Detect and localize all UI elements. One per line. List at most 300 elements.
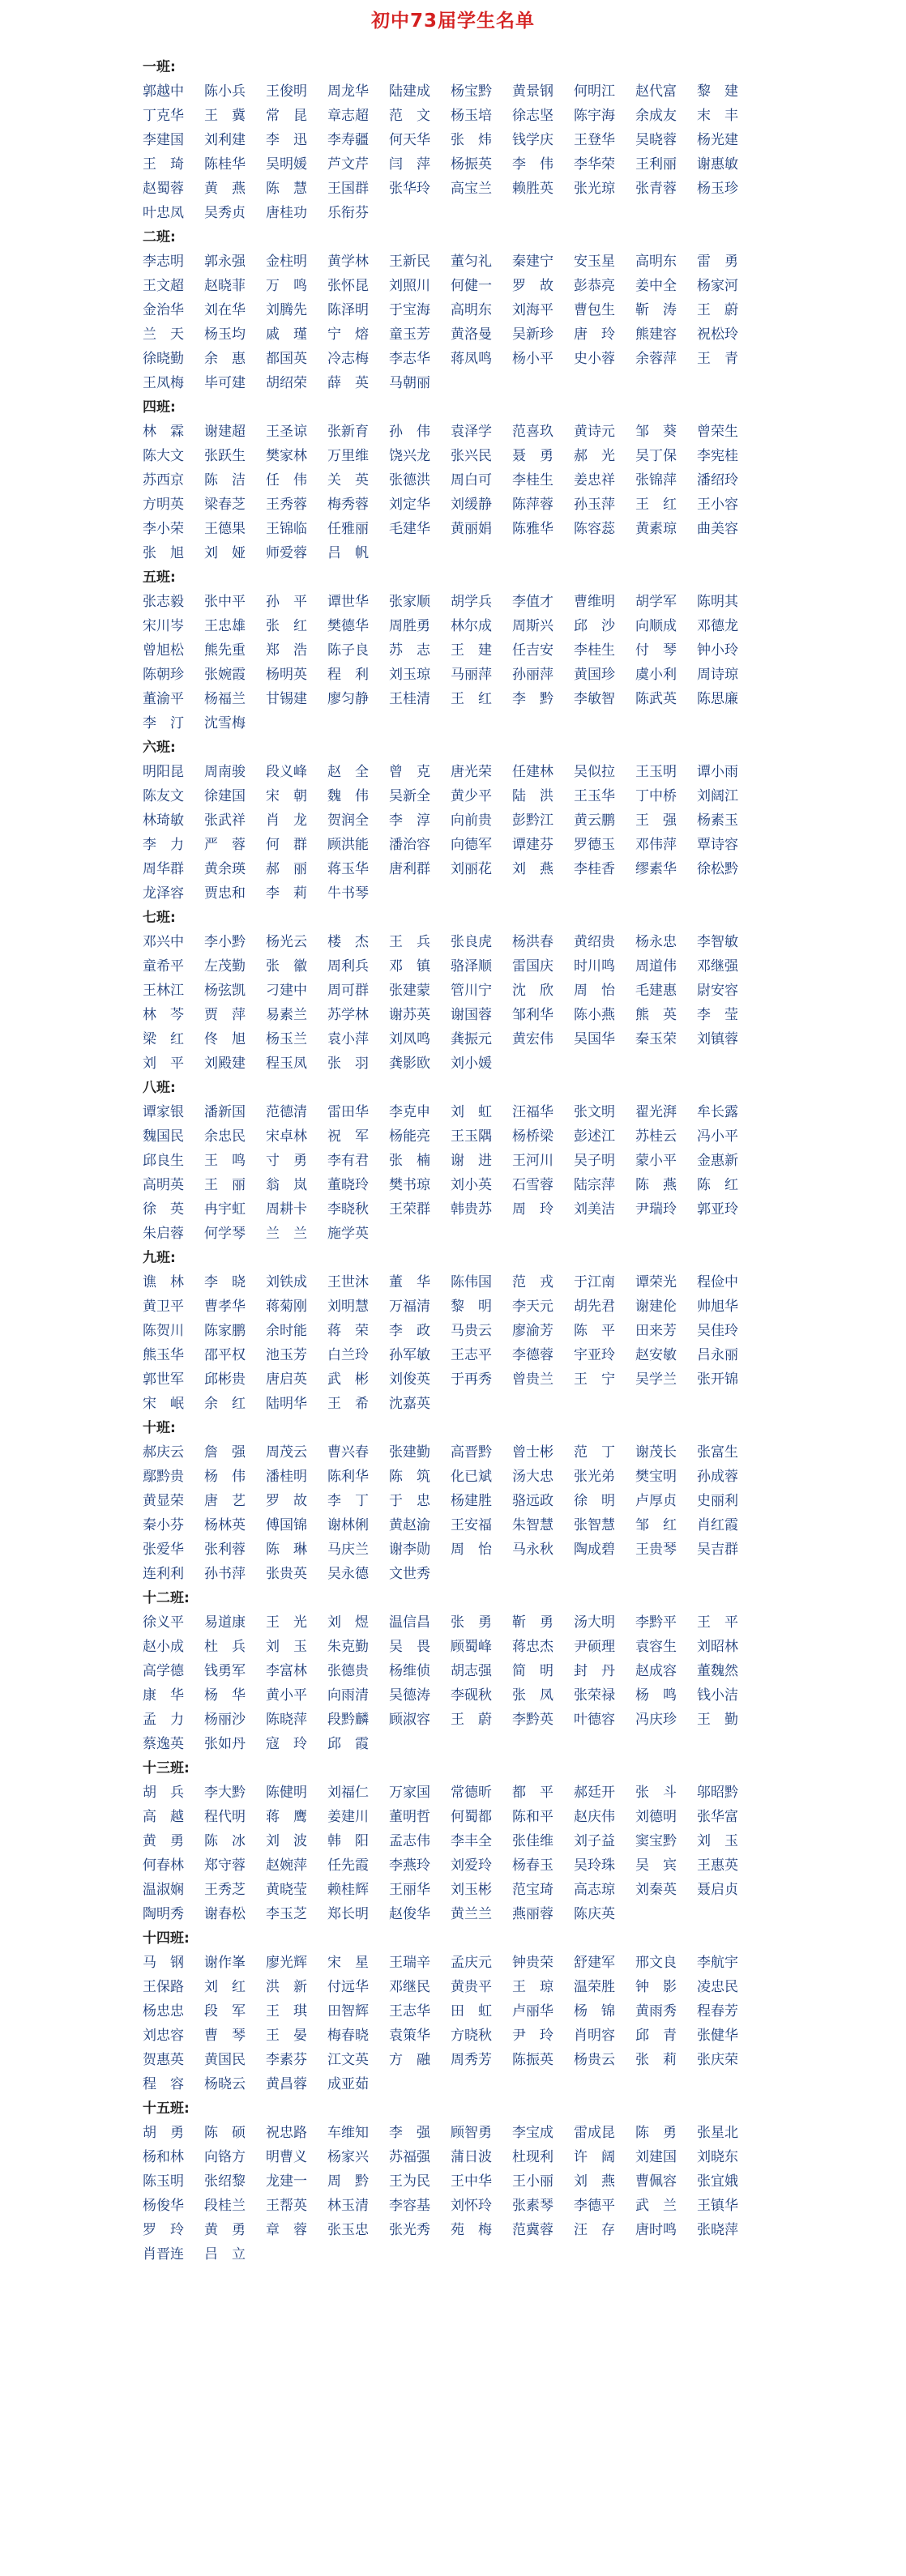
student-name: 谢惠敏 — [697, 156, 738, 173]
student-name: 王 平 — [697, 1614, 738, 1631]
student-name: 向雨清 — [327, 1687, 369, 1704]
student-name-list — [143, 1270, 759, 1416]
student-name: 任吉安 — [512, 642, 553, 659]
student-name: 李 莹 — [697, 1007, 738, 1023]
student-name: 顾洪能 — [327, 837, 369, 853]
student-name: 杨振英 — [451, 156, 492, 173]
student-name: 彭述江 — [574, 1128, 615, 1145]
student-name: 冯庆珍 — [635, 1712, 677, 1728]
student-name: 史小蓉 — [574, 351, 615, 367]
student-name: 杨维侦 — [389, 1663, 430, 1679]
student-name: 徐志坚 — [512, 108, 553, 124]
student-name: 唐桂功 — [266, 205, 307, 221]
student-name: 胡 兵 — [143, 1785, 184, 1801]
student-name: 胡志强 — [451, 1663, 492, 1679]
student-name: 周白可 — [451, 472, 492, 488]
student-name: 程俭中 — [697, 1274, 738, 1290]
student-name: 蒲日波 — [451, 2149, 492, 2165]
student-name: 吴佳玲 — [697, 1323, 738, 1339]
student-name: 关 英 — [327, 472, 369, 488]
student-name: 孙书萍 — [204, 1566, 246, 1582]
student-name: 王圣谅 — [266, 424, 307, 440]
student-name: 熊建容 — [635, 326, 677, 343]
student-name: 武 彬 — [327, 1371, 369, 1388]
student-name: 窦宝黔 — [635, 1833, 677, 1849]
student-name: 朱启蓉 — [143, 1226, 184, 1242]
student-name: 周利兵 — [327, 958, 369, 975]
student-name: 周可群 — [327, 983, 369, 999]
student-name: 张爱华 — [143, 1542, 184, 1558]
student-name: 王小丽 — [512, 2173, 553, 2190]
student-name: 杨玉兰 — [266, 1031, 307, 1047]
student-name: 杨建胜 — [451, 1493, 492, 1509]
student-name: 周胜勇 — [389, 618, 430, 634]
student-name: 王 鸣 — [204, 1153, 246, 1169]
student-name: 邓继民 — [389, 1979, 430, 1995]
student-name: 杨洪春 — [512, 934, 553, 950]
student-name: 张中平 — [204, 594, 246, 610]
student-name: 曾荣生 — [697, 424, 738, 440]
student-name: 宋 朝 — [266, 788, 307, 804]
student-name: 张星北 — [697, 2125, 738, 2141]
student-name: 王贵琴 — [635, 1542, 677, 1558]
student-name: 李桂生 — [574, 642, 615, 659]
student-name: 赵安敏 — [635, 1347, 677, 1363]
student-name: 王林江 — [143, 983, 184, 999]
student-name: 黎 明 — [451, 1299, 492, 1315]
student-name: 郝 光 — [574, 448, 615, 464]
student-name: 黄雨秀 — [635, 2003, 677, 2019]
student-name: 熊 英 — [635, 1007, 677, 1023]
student-name: 杨永忠 — [635, 934, 677, 950]
student-name: 张如丹 — [204, 1736, 246, 1752]
student-name: 吴德涛 — [389, 1687, 430, 1704]
student-name: 任雅丽 — [327, 521, 369, 537]
student-name: 谢建伦 — [635, 1299, 677, 1315]
student-name: 陈 燕 — [635, 1177, 677, 1193]
student-name: 王忠雄 — [204, 618, 246, 634]
student-name: 张志毅 — [143, 594, 184, 610]
student-name: 董晓玲 — [327, 1177, 369, 1193]
student-name: 曹佩容 — [635, 2173, 677, 2190]
student-name: 尹 玲 — [512, 2028, 553, 2044]
student-name: 刘福仁 — [327, 1785, 369, 1801]
student-name: 龚振元 — [451, 1031, 492, 1047]
student-name: 杨弦凯 — [204, 983, 246, 999]
student-name: 陈晓萍 — [266, 1712, 307, 1728]
student-name: 黄 勇 — [204, 2222, 246, 2238]
student-name: 黄景钢 — [512, 83, 553, 100]
student-name: 车维知 — [327, 2125, 369, 2141]
student-name: 李小黔 — [204, 934, 246, 950]
student-name: 李 迅 — [266, 132, 307, 148]
student-name: 邱良生 — [143, 1153, 184, 1169]
student-name: 化已斌 — [451, 1469, 492, 1485]
student-name: 王 冀 — [204, 108, 246, 124]
student-name: 梅春晓 — [327, 2028, 369, 2044]
student-name: 刘建国 — [635, 2149, 677, 2165]
student-name: 魏 伟 — [327, 788, 369, 804]
student-name: 李晓秋 — [327, 1201, 369, 1218]
student-name: 陈武英 — [635, 691, 677, 707]
student-name: 翟光湃 — [635, 1104, 677, 1120]
student-name: 姜忠祥 — [574, 472, 615, 488]
student-name: 张素琴 — [512, 2198, 553, 2214]
student-name: 覃诗容 — [697, 837, 738, 853]
student-name: 戚 瑾 — [266, 326, 307, 343]
student-name: 陈和平 — [512, 1809, 553, 1825]
student-name: 叶德容 — [574, 1712, 615, 1728]
student-name: 李有君 — [327, 1153, 369, 1169]
student-name: 宁 熔 — [327, 326, 369, 343]
student-name: 杨桥梁 — [512, 1128, 553, 1145]
student-name: 唐 玲 — [574, 326, 615, 343]
student-name: 丁中桥 — [635, 788, 677, 804]
student-name: 樊宝明 — [635, 1469, 677, 1485]
student-name: 邱 沙 — [574, 618, 615, 634]
student-name: 冉宇虹 — [204, 1201, 246, 1218]
student-name: 孙成蓉 — [697, 1469, 738, 1485]
student-name: 谢建超 — [204, 424, 246, 440]
student-name: 黄宏伟 — [512, 1031, 553, 1047]
student-name: 武 兰 — [635, 2198, 677, 2214]
student-name: 刘 煜 — [327, 1614, 369, 1631]
class-section — [143, 1416, 759, 1586]
student-name: 孙丽萍 — [512, 667, 553, 683]
student-name: 李黔英 — [512, 1712, 553, 1728]
class-section — [143, 2096, 759, 2267]
student-name: 汤大忠 — [512, 1469, 553, 1485]
student-name: 王瑞辛 — [389, 1955, 430, 1971]
student-name: 陶明秀 — [143, 1906, 184, 1922]
student-name: 李德蓉 — [512, 1347, 553, 1363]
student-name: 张锦萍 — [635, 472, 677, 488]
student-name: 王 强 — [635, 812, 677, 829]
student-name: 雷 勇 — [697, 254, 738, 270]
student-name: 周诗琼 — [697, 667, 738, 683]
student-name: 张贵英 — [266, 1566, 307, 1582]
student-name: 王志平 — [451, 1347, 492, 1363]
student-name: 张怀昆 — [327, 278, 369, 294]
student-name: 祝忠路 — [266, 2125, 307, 2141]
student-name: 黄少平 — [451, 788, 492, 804]
student-name: 张光弟 — [574, 1469, 615, 1485]
student-name: 梁 红 — [143, 1031, 184, 1047]
student-name: 燕丽蓉 — [512, 1906, 553, 1922]
student-name: 周茂云 — [266, 1444, 307, 1461]
class-section — [143, 906, 759, 1076]
student-name: 蒋 鹰 — [266, 1809, 307, 1825]
student-name: 邢文良 — [635, 1955, 677, 1971]
student-name: 张宜娥 — [697, 2173, 738, 2190]
class-label: 七班: — [143, 910, 176, 926]
student-name: 钱勇军 — [204, 1663, 246, 1679]
student-name: 张利蓉 — [204, 1542, 246, 1558]
student-name: 肖 龙 — [266, 812, 307, 829]
student-name: 谯 林 — [143, 1274, 184, 1290]
student-name: 张华玲 — [389, 181, 430, 197]
student-name: 贾忠和 — [204, 885, 246, 902]
student-name: 陈小兵 — [204, 83, 246, 100]
student-name: 顾智勇 — [451, 2125, 492, 2141]
student-name: 方明英 — [143, 497, 184, 513]
student-name: 王 琼 — [512, 1979, 553, 1995]
student-name: 陈玉明 — [143, 2173, 184, 2190]
student-name: 郭永强 — [204, 254, 246, 270]
student-name: 张 凤 — [512, 1687, 553, 1704]
student-name: 杨林英 — [204, 1517, 246, 1533]
student-name: 钱小洁 — [697, 1687, 738, 1704]
student-name: 苏西京 — [143, 472, 184, 488]
student-name: 黄昌蓉 — [266, 2076, 307, 2092]
student-name: 潘桂明 — [266, 1469, 307, 1485]
student-name: 张 旭 — [143, 545, 184, 561]
student-name: 梅秀蓉 — [327, 497, 369, 513]
student-name: 周华群 — [143, 861, 184, 877]
student-name: 朱克勤 — [327, 1639, 369, 1655]
student-name: 王锦临 — [266, 521, 307, 537]
student-name: 徐 明 — [574, 1493, 615, 1509]
student-name: 王利丽 — [635, 156, 677, 173]
student-name: 李建国 — [143, 132, 184, 148]
student-name: 段义峰 — [266, 764, 307, 780]
student-name-list — [143, 930, 759, 1076]
student-name: 王俊明 — [266, 83, 307, 100]
student-name: 杨玉珍 — [697, 181, 738, 197]
student-name: 苏学林 — [327, 1007, 369, 1023]
student-name: 王秀芝 — [204, 1882, 246, 1898]
student-name: 苏桂云 — [635, 1128, 677, 1145]
student-name-list — [143, 2121, 759, 2267]
student-name: 张开锦 — [697, 1371, 738, 1388]
student-name: 张光琼 — [574, 181, 615, 197]
student-name: 杨宝黔 — [451, 83, 492, 100]
student-name: 方晓秋 — [451, 2028, 492, 2044]
student-name: 谭荣光 — [635, 1274, 677, 1290]
student-name: 王惠英 — [697, 1857, 738, 1874]
student-name: 黄丽娟 — [451, 521, 492, 537]
student-name: 赖胜英 — [512, 181, 553, 197]
student-name: 简 明 — [512, 1663, 553, 1679]
student-name: 刘 玉 — [266, 1639, 307, 1655]
student-name: 尹瑞玲 — [635, 1201, 677, 1218]
student-name: 邹 红 — [635, 1517, 677, 1533]
student-name: 曾贵兰 — [512, 1371, 553, 1388]
student-name: 任建林 — [512, 764, 553, 780]
student-name: 赵婉萍 — [266, 1857, 307, 1874]
student-name-list — [143, 1440, 759, 1586]
student-name: 邱 青 — [635, 2028, 677, 2044]
student-name: 高学德 — [143, 1663, 184, 1679]
student-name: 郑守蓉 — [204, 1857, 246, 1874]
student-name: 谢 进 — [451, 1153, 492, 1169]
student-name: 陈健明 — [266, 1785, 307, 1801]
student-name: 宋川岑 — [143, 618, 184, 634]
student-name: 廖光辉 — [266, 1955, 307, 1971]
student-name: 陈 冰 — [204, 1833, 246, 1849]
student-name: 苏 志 — [389, 642, 430, 659]
student-name: 何 群 — [266, 837, 307, 853]
student-name: 马永秋 — [512, 1542, 553, 1558]
student-name: 李航宇 — [697, 1955, 738, 1971]
student-name: 白兰玲 — [327, 1347, 369, 1363]
student-name: 吴子明 — [574, 1153, 615, 1169]
student-name: 黄绍贵 — [574, 934, 615, 950]
student-name: 董 华 — [389, 1274, 430, 1290]
student-name: 刘镇蓉 — [697, 1031, 738, 1047]
student-name: 王 希 — [327, 1396, 369, 1412]
student-name: 吴晓蓉 — [635, 132, 677, 148]
student-name: 曹维明 — [574, 594, 615, 610]
student-name: 骆远政 — [512, 1493, 553, 1509]
student-name: 师爱蓉 — [266, 545, 307, 561]
student-name: 李智敏 — [697, 934, 738, 950]
student-name: 成亚茹 — [327, 2076, 369, 2092]
student-name: 张跃生 — [204, 448, 246, 464]
class-label: 四班: — [143, 399, 176, 416]
student-name: 李黔平 — [635, 1614, 677, 1631]
student-name: 秦建宁 — [512, 254, 553, 270]
student-name: 吴新全 — [389, 788, 430, 804]
student-name: 蒋玉华 — [327, 861, 369, 877]
student-name: 万里维 — [327, 448, 369, 464]
student-name: 洪 新 — [266, 1979, 307, 1995]
student-name: 胡学兵 — [451, 594, 492, 610]
student-name: 赵蜀蓉 — [143, 181, 184, 197]
student-name: 傅国锦 — [266, 1517, 307, 1533]
student-name: 杨家河 — [697, 278, 738, 294]
student-name: 杨光云 — [266, 934, 307, 950]
student-name: 刘缓静 — [451, 497, 492, 513]
student-name: 陈家鹏 — [204, 1323, 246, 1339]
class-label: 九班: — [143, 1250, 176, 1266]
student-name: 毛建惠 — [635, 983, 677, 999]
student-name: 陈宇海 — [574, 108, 615, 124]
student-name: 章 蓉 — [266, 2222, 307, 2238]
class-section — [143, 736, 759, 906]
student-name: 陈振英 — [512, 2052, 553, 2068]
student-name: 王帮英 — [266, 2198, 307, 2214]
student-name: 黄国民 — [204, 2052, 246, 2068]
student-name: 都 平 — [512, 1785, 553, 1801]
student-name: 高志琼 — [574, 1882, 615, 1898]
student-name: 于 忠 — [389, 1493, 430, 1509]
student-name: 李值才 — [512, 594, 553, 610]
student-name: 段黔麟 — [327, 1712, 369, 1728]
student-name: 陶成碧 — [574, 1542, 615, 1558]
student-name: 张新育 — [327, 424, 369, 440]
student-name: 童玉芳 — [389, 326, 430, 343]
student-name: 黄赵渝 — [389, 1517, 430, 1533]
student-name: 郭越中 — [143, 83, 184, 100]
student-name: 池玉芳 — [266, 1347, 307, 1363]
student-name: 汤大明 — [574, 1614, 615, 1631]
student-name: 吴永德 — [327, 1566, 369, 1582]
student-name: 吴丁保 — [635, 448, 677, 464]
student-name: 杨丽沙 — [204, 1712, 246, 1728]
class-section — [143, 225, 759, 395]
student-name: 杨玉均 — [204, 326, 246, 343]
student-name: 陈雅华 — [512, 521, 553, 537]
student-name: 谢苏英 — [389, 1007, 430, 1023]
student-name: 黄诗元 — [574, 424, 615, 440]
student-name-list — [143, 249, 759, 395]
student-name: 刘玉彬 — [451, 1882, 492, 1898]
student-name: 周 黔 — [327, 2173, 369, 2190]
student-name: 吕永丽 — [697, 1347, 738, 1363]
student-name: 王玉明 — [635, 764, 677, 780]
student-name: 刘俊英 — [389, 1371, 430, 1388]
student-name: 刘殿建 — [204, 1056, 246, 1072]
student-name: 张 楠 — [389, 1153, 430, 1169]
student-name: 李燕玲 — [389, 1857, 430, 1874]
student-name: 杨 鸣 — [635, 1687, 677, 1704]
student-name: 潘绍玲 — [697, 472, 738, 488]
student-name: 李华荣 — [574, 156, 615, 173]
student-name: 刘德明 — [635, 1809, 677, 1825]
student-name: 龙建一 — [266, 2173, 307, 2190]
class-label: 五班: — [143, 569, 176, 586]
student-name: 郑 浩 — [266, 642, 307, 659]
student-name: 张婉霞 — [204, 667, 246, 683]
student-name: 金惠新 — [697, 1153, 738, 1169]
student-name: 李 莉 — [266, 885, 307, 902]
student-name: 张晓萍 — [697, 2222, 738, 2238]
student-name: 罗 故 — [266, 1493, 307, 1509]
student-name: 谢李勋 — [389, 1542, 430, 1558]
student-name: 曾旭松 — [143, 642, 184, 659]
student-name: 刘 娅 — [204, 545, 246, 561]
student-name: 林尔成 — [451, 618, 492, 634]
student-name: 胡绍荣 — [266, 375, 307, 391]
class-roster — [143, 55, 759, 2267]
student-name: 马贵云 — [451, 1323, 492, 1339]
student-name: 万福清 — [389, 1299, 430, 1315]
student-name: 张建勤 — [389, 1444, 430, 1461]
student-name: 罗德玉 — [574, 837, 615, 853]
student-name: 杨贵云 — [574, 2052, 615, 2068]
student-name: 何蜀都 — [451, 1809, 492, 1825]
student-name: 何天华 — [389, 132, 430, 148]
student-name: 陈 平 — [574, 1323, 615, 1339]
student-name: 陈 硕 — [204, 2125, 246, 2141]
student-name: 李 晓 — [204, 1274, 246, 1290]
student-name: 付远华 — [327, 1979, 369, 1995]
student-name: 程玉凤 — [266, 1056, 307, 1072]
class-label: 八班: — [143, 1080, 176, 1096]
student-name: 黄素琼 — [635, 521, 677, 537]
student-name: 丁克华 — [143, 108, 184, 124]
student-name: 郭亚玲 — [697, 1201, 738, 1218]
student-name: 彭恭亮 — [574, 278, 615, 294]
student-name: 唐 艺 — [204, 1493, 246, 1509]
student-name: 陈容蕊 — [574, 521, 615, 537]
student-name: 陈萍蓉 — [512, 497, 553, 513]
student-name: 王国群 — [327, 181, 369, 197]
student-name: 王 勤 — [697, 1712, 738, 1728]
student-name: 钟 影 — [635, 1979, 677, 1995]
class-label: 十四班: — [143, 1930, 190, 1947]
student-name: 杨春玉 — [512, 1857, 553, 1874]
student-name: 刘在华 — [204, 302, 246, 318]
student-name: 黄兰兰 — [451, 1906, 492, 1922]
student-name: 黄洛曼 — [451, 326, 492, 343]
student-name: 牛书琴 — [327, 885, 369, 902]
student-name: 谢林俐 — [327, 1517, 369, 1533]
student-name: 杜 兵 — [204, 1639, 246, 1655]
student-name: 金治华 — [143, 302, 184, 318]
student-name: 赵小成 — [143, 1639, 184, 1655]
